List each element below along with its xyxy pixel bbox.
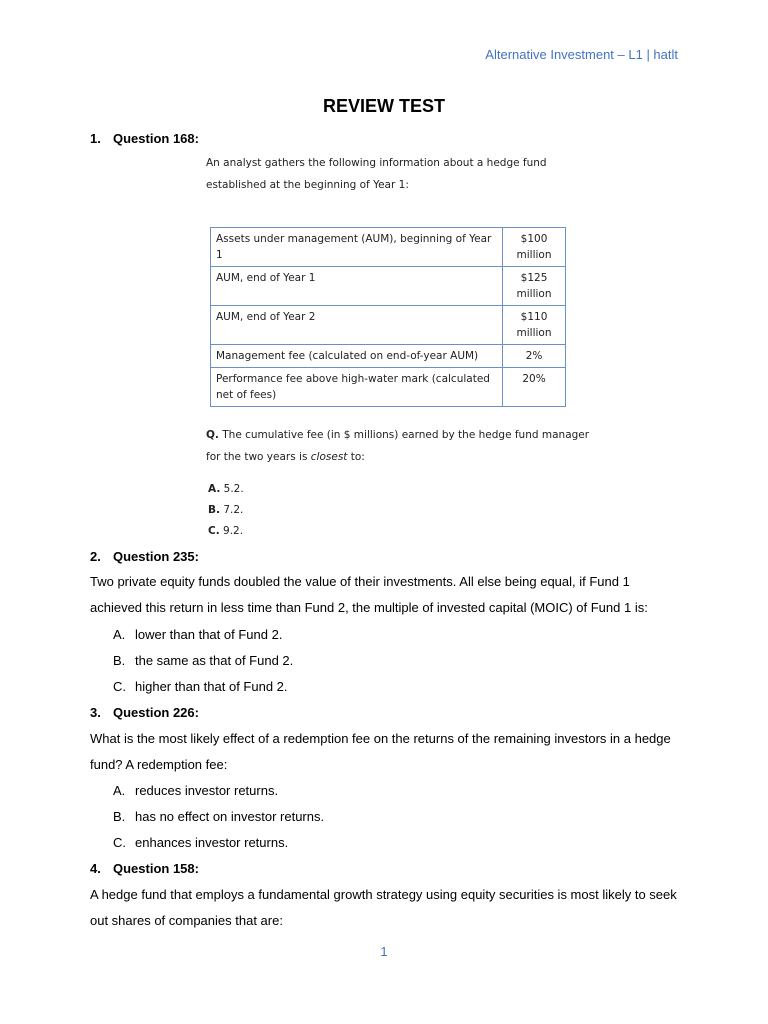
page-header: Alternative Investment – L1 | hatlt bbox=[485, 47, 678, 62]
table-row bbox=[211, 228, 566, 267]
option-b: B. has no effect on investor returns. bbox=[113, 809, 325, 824]
table-cell-value: 20% bbox=[503, 368, 566, 407]
question-3-heading bbox=[90, 705, 199, 720]
question-4-label: Question 158: bbox=[113, 861, 199, 876]
page-title: REVIEW TEST bbox=[322, 96, 445, 116]
option-c: C. higher than that of Fund 2. bbox=[113, 679, 288, 694]
option-c: C. enhances investor returns. bbox=[113, 835, 289, 850]
table-cell-value: $100 million bbox=[503, 228, 566, 267]
choice-b: B. 7.2. bbox=[208, 504, 244, 516]
hedge-fund-info-table bbox=[210, 227, 566, 407]
option-a: A. lower than that of Fund 2. bbox=[113, 627, 283, 642]
q-prefix: Q. bbox=[206, 429, 219, 441]
question-1-label: Question 168: bbox=[113, 131, 199, 146]
table-cell-label: AUM, end of Year 2 bbox=[211, 306, 503, 345]
table-cell-value: $125 million bbox=[503, 267, 566, 306]
question-3-text: What is the most likely effect of a redemption fee on the returns of the remaining investors in a hedge fund? A redemption fee: bbox=[90, 731, 671, 772]
question-1-prompt bbox=[206, 424, 589, 468]
option-a: A. reduces investor returns. bbox=[113, 783, 279, 798]
question-2-label: Question 235: bbox=[113, 549, 199, 564]
page-number: 1 bbox=[380, 944, 388, 959]
question-3-number: 3. bbox=[90, 705, 101, 720]
intro-line-1: An analyst gathers the following information about a hedge fund bbox=[206, 157, 547, 169]
table-row bbox=[211, 345, 566, 368]
table-row bbox=[211, 368, 566, 407]
table-cell-label: Performance fee above high-water mark (calculated net of fees) bbox=[211, 368, 503, 407]
question-2-number: 2. bbox=[90, 549, 101, 564]
table-cell-label: AUM, end of Year 1 bbox=[211, 267, 503, 306]
question-4-number: 4. bbox=[90, 861, 101, 876]
table-cell-value: $110 million bbox=[503, 306, 566, 345]
choice-c: C. 9.2. bbox=[208, 525, 244, 537]
table-cell-label: Management fee (calculated on end-of-year AUM) bbox=[211, 345, 503, 368]
table-cell-label: Assets under management (AUM), beginning of Year 1 bbox=[211, 228, 503, 267]
option-b: B. the same as that of Fund 2. bbox=[113, 653, 294, 668]
question-2-text: Two private equity funds doubled the value of their investments. All else being equal, if Fund 1 achieved this return in less time than Fund 2, the multiple of invested capital (MOIC) of Fund 1 is: bbox=[90, 574, 648, 615]
question-4-heading bbox=[90, 861, 199, 876]
choice-a: A. 5.2. bbox=[208, 483, 244, 495]
question-1-intro bbox=[206, 152, 547, 196]
table-row bbox=[211, 306, 566, 345]
question-3-label: Question 226: bbox=[113, 705, 199, 720]
question-1-number: 1. bbox=[90, 131, 101, 146]
prompt-line-2: for the two years is closest to: bbox=[206, 451, 365, 463]
prompt-line-1: Q. The cumulative fee (in $ millions) earned by the hedge fund manager bbox=[206, 429, 590, 441]
table-cell-value: 2% bbox=[503, 345, 566, 368]
question-4-text: A hedge fund that employs a fundamental growth strategy using equity securities is most likely to seek out shares of companies that are: bbox=[90, 887, 677, 928]
question-2-heading bbox=[90, 549, 199, 564]
question-1-heading bbox=[90, 131, 199, 146]
intro-line-2: established at the beginning of Year 1: bbox=[206, 179, 409, 191]
table-row bbox=[211, 267, 566, 306]
